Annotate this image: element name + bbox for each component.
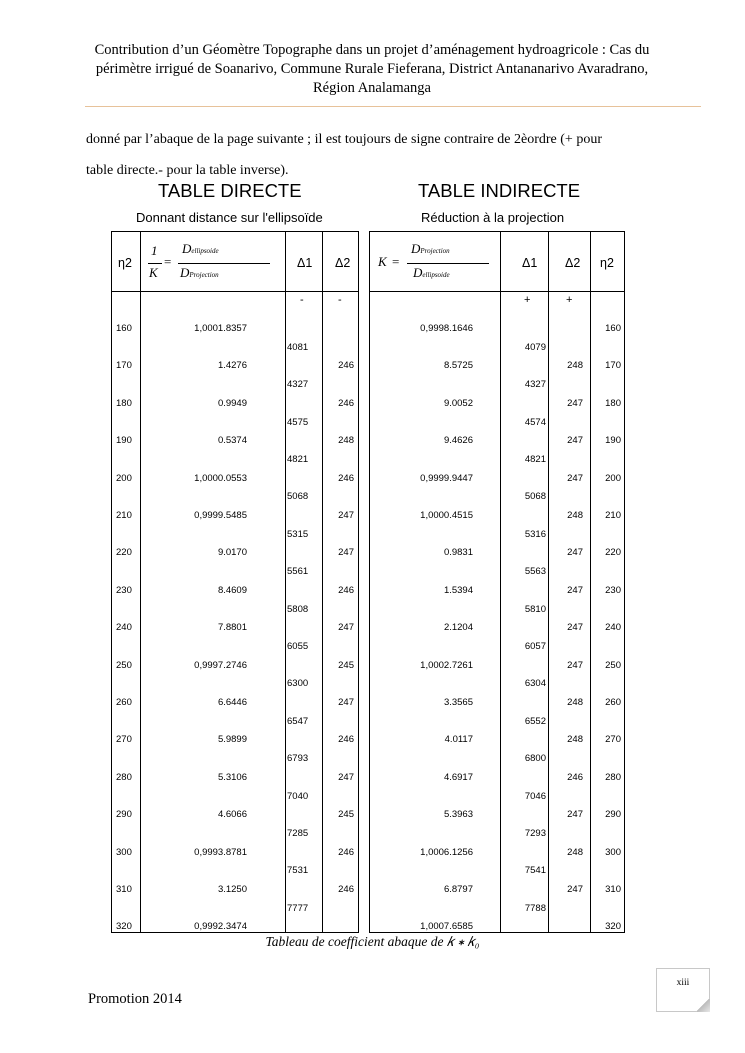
direct-delta1-cell: 7777: [287, 902, 309, 914]
header-line-2: périmètre irrigué de Soanarivo, Commune Rurale Fieferana, District Antananarivo Avaradrano,: [95, 61, 649, 77]
direct-eta-cell: 300: [116, 846, 132, 858]
indirect-formula-den: D: [413, 265, 423, 280]
direct-eta-cell: 240: [116, 622, 132, 634]
direct-formula-den: D: [180, 265, 190, 280]
direct-value-cell: 6.6446: [217, 697, 247, 708]
indirect-value-cell: 4.6917: [443, 771, 473, 783]
direct-delta2-header: Δ2: [335, 256, 351, 270]
indirect-delta2-cell: 247: [567, 584, 583, 596]
indirect-value-cell: 4.0117: [444, 734, 473, 746]
direct-delta1-cell: 5808: [287, 603, 309, 615]
indirect-value-cell: 1,0006.1256: [420, 846, 473, 858]
direct-eta-header: η2: [118, 256, 132, 270]
direct-delta1-cell: 6055: [287, 640, 309, 652]
direct-delta2-cell: 248: [338, 435, 354, 447]
indirect-delta1-cell: 4327: [524, 379, 546, 391]
direct-delta1-cell: 6300: [287, 678, 309, 690]
indirect-value-cell: 6.8797: [443, 884, 473, 895]
indirect-eta-cell: 220: [605, 547, 621, 559]
indirect-eta-cell: 250: [605, 659, 621, 671]
direct-formula-one: 1: [151, 243, 158, 258]
indirect-eta-cell: 240: [605, 622, 621, 634]
direct-eta-cell: 200: [116, 472, 132, 484]
indirect-value-cell: 1,0000.4515: [420, 510, 473, 521]
indirect-eta-cell: 230: [605, 584, 621, 596]
direct-delta1-sign: -: [300, 294, 304, 306]
indirect-eta-cell: 210: [605, 510, 621, 521]
direct-value-cell: 1.4276: [217, 360, 247, 372]
indirect-delta1-cell: 6304: [524, 678, 546, 690]
indirect-delta2-cell: 248: [567, 846, 583, 858]
direct-eta-cell: 220: [116, 547, 132, 559]
indirect-delta1-cell: 4821: [524, 453, 546, 465]
indirect-formula: K = DProjection Dellipsoide: [376, 242, 496, 286]
header-line-3: Région Analamanga: [313, 80, 431, 96]
indirect-table-subtitle: Réduction à la projection: [421, 210, 565, 225]
direct-value-cell: 0.9949: [217, 397, 247, 409]
direct-delta2-cell: 246: [338, 846, 354, 858]
direct-delta2-cell: 246: [338, 884, 354, 895]
direct-delta1-cell: 4821: [287, 453, 309, 465]
indirect-value-cell: 3.3565: [443, 697, 473, 708]
indirect-delta1-cell: 7788: [524, 902, 546, 914]
indirect-eta-cell: 310: [605, 884, 621, 895]
direct-formula-num: D: [182, 241, 192, 256]
indirect-delta2-cell: 248: [567, 360, 583, 372]
direct-formula-den-sub: Projection: [189, 271, 219, 279]
indirect-value-cell: 9.0052: [443, 397, 473, 409]
indirect-delta2-cell: 247: [567, 397, 583, 409]
direct-delta2-cell: 245: [338, 809, 354, 821]
direct-delta1-cell: 5068: [287, 491, 309, 503]
direct-delta1-cell: 6547: [287, 715, 309, 727]
indirect-table: [369, 231, 625, 933]
running-header: [92, 41, 652, 98]
indirect-value-cell: 2.1204: [443, 622, 473, 634]
indirect-delta2-cell: 248: [567, 510, 583, 521]
indirect-eta-cell: 290: [605, 809, 621, 821]
direct-delta1-cell: 6793: [287, 753, 309, 765]
header-divider: [85, 106, 701, 107]
indirect-delta2-cell: 247: [567, 884, 583, 895]
indirect-eta-cell: 270: [605, 734, 621, 746]
indirect-eta-cell: 190: [605, 435, 621, 447]
direct-value-cell: 3.1250: [217, 884, 247, 895]
direct-eta-cell: 170: [116, 360, 132, 372]
direct-value-cell: 0.5374: [217, 435, 247, 447]
direct-value-cell: 0,9993.8781: [194, 846, 247, 858]
direct-delta2-cell: 247: [338, 547, 354, 559]
indirect-delta1-cell: 5810: [524, 603, 546, 615]
page-number: xiii: [676, 978, 690, 988]
direct-formula-num-sub: ellipsoide: [191, 247, 219, 255]
indirect-value-cell: 0.9831: [443, 547, 473, 559]
direct-formula-k: K: [149, 265, 158, 280]
direct-eta-cell: 310: [116, 884, 132, 895]
indirect-delta1-cell: 5068: [524, 491, 546, 503]
direct-delta2-cell: 246: [338, 397, 354, 409]
direct-eta-cell: 290: [116, 809, 132, 821]
direct-delta1-header: Δ1: [297, 256, 313, 270]
direct-value-cell: 0,9999.5485: [194, 510, 247, 521]
indirect-eta-cell: 160: [605, 323, 621, 334]
indirect-value-cell: 1,0007.6585: [420, 921, 473, 933]
direct-delta2-cell: 247: [338, 771, 354, 783]
indirect-value-cell: 0,9999.9447: [420, 472, 473, 484]
direct-value-cell: 1,0001.8357: [194, 323, 247, 334]
direct-eta-cell: 230: [116, 584, 132, 596]
indirect-delta1-header: Δ1: [522, 256, 538, 270]
indirect-delta1-cell: 4574: [524, 416, 546, 428]
indirect-delta2-cell: 247: [567, 472, 583, 484]
indirect-delta1-sign: +: [524, 294, 531, 306]
indirect-formula-k: K: [378, 254, 387, 269]
direct-value-cell: 5.9899: [217, 734, 247, 746]
indirect-value-cell: 1.5394: [443, 584, 473, 596]
direct-value-cell: 0,9997.2746: [194, 659, 247, 671]
indirect-delta1-cell: 4079: [524, 341, 546, 353]
indirect-delta1-cell: 6057: [524, 640, 546, 652]
indirect-formula-num-sub: Projection: [420, 247, 450, 255]
direct-value-cell: 0,9992.3474: [194, 921, 247, 933]
indirect-value-cell: 0,9998.1646: [420, 323, 473, 334]
direct-delta2-cell: 246: [338, 584, 354, 596]
intro-paragraph: [86, 124, 686, 186]
indirect-eta-cell: 260: [605, 697, 621, 708]
direct-table-subtitle: Donnant distance sur l'ellipsoïde: [136, 210, 323, 225]
indirect-table-title: TABLE INDIRECTE: [418, 180, 581, 201]
direct-eta-cell: 260: [116, 697, 132, 708]
direct-eta-cell: 280: [116, 771, 132, 783]
direct-delta2-cell: 246: [338, 472, 354, 484]
direct-delta1-cell: 5561: [287, 566, 309, 578]
direct-eta-cell: 180: [116, 397, 132, 409]
indirect-eta-cell: 280: [605, 771, 621, 783]
direct-eta-cell: 270: [116, 734, 132, 746]
direct-value-cell: 8.4609: [217, 584, 247, 596]
direct-eta-cell: 190: [116, 435, 132, 447]
indirect-delta1-cell: 6552: [524, 715, 546, 727]
direct-delta1-cell: 7040: [287, 790, 309, 802]
indirect-delta2-cell: 248: [567, 697, 583, 708]
direct-value-cell: 9.0170: [217, 547, 247, 559]
direct-delta1-cell: 4575: [287, 416, 309, 428]
direct-value-cell: 7.8801: [217, 622, 247, 634]
header-line-1: Contribution d’un Géomètre Topographe dans un projet d’aménagement hydroagricole : Cas du: [94, 42, 650, 58]
intro-line-2: table directe.- pour la table inverse).: [86, 163, 289, 178]
indirect-eta-header: η2: [600, 256, 614, 270]
indirect-eta-cell: 200: [605, 472, 621, 484]
direct-delta1-cell: 5315: [287, 528, 309, 540]
indirect-eta-cell: 180: [605, 397, 621, 409]
intro-line-1: donné par l’abaque de la page suivante ; il est toujours de signe contraire de 2èordre (+ pour: [86, 132, 602, 147]
direct-value-cell: 1,0000.0553: [194, 472, 247, 484]
footer-promotion: Promotion 2014: [88, 991, 182, 1007]
indirect-value-cell: 1,0002.7261: [420, 659, 473, 671]
direct-table-title: TABLE DIRECTE: [158, 180, 302, 201]
direct-delta1-cell: 7531: [287, 865, 309, 877]
indirect-value-cell: 5.3963: [443, 809, 473, 821]
indirect-delta2-cell: 247: [567, 659, 583, 671]
direct-eta-cell: 250: [116, 659, 132, 671]
indirect-eta-cell: 300: [605, 846, 621, 858]
direct-delta2-cell: 247: [338, 697, 354, 708]
indirect-value-cell: 8.5725: [443, 360, 473, 372]
direct-delta2-sign: -: [338, 294, 342, 306]
indirect-eta-cell: 170: [605, 360, 621, 372]
direct-delta1-cell: 4081: [287, 341, 309, 353]
indirect-delta1-cell: 7541: [524, 865, 546, 877]
direct-delta2-cell: 246: [338, 734, 354, 746]
direct-value-cell: 5.3106: [217, 771, 247, 783]
indirect-delta2-cell: 247: [567, 547, 583, 559]
direct-eta-cell: 210: [116, 510, 132, 521]
table-caption: Tableau de coefficient abaque de 𝑘 ∗ 𝑘₀: [265, 934, 480, 949]
indirect-delta2-cell: 247: [567, 622, 583, 634]
direct-delta2-cell: 245: [338, 659, 354, 671]
direct-eta-cell: 320: [116, 921, 132, 933]
indirect-delta1-cell: 7046: [524, 790, 546, 802]
direct-delta1-cell: 7285: [287, 827, 309, 839]
indirect-delta2-cell: 246: [567, 771, 583, 783]
direct-table: [111, 231, 359, 933]
indirect-delta1-cell: 7293: [524, 827, 546, 839]
indirect-value-cell: 9.4626: [443, 435, 473, 447]
direct-delta1-cell: 4327: [287, 379, 309, 391]
indirect-eta-cell: 320: [605, 921, 621, 933]
page-curl-icon: [696, 998, 710, 1012]
indirect-delta2-cell: 248: [567, 734, 583, 746]
indirect-delta2-header: Δ2: [565, 256, 581, 270]
indirect-formula-den-sub: ellipsoide: [422, 271, 450, 279]
direct-delta2-cell: 247: [338, 510, 354, 521]
direct-delta2-cell: 246: [338, 360, 354, 372]
page-number-box: [656, 968, 710, 1012]
direct-eta-cell: 160: [116, 323, 132, 334]
indirect-delta2-cell: 247: [567, 435, 583, 447]
indirect-delta1-cell: 6800: [524, 753, 546, 765]
indirect-delta1-cell: 5316: [524, 528, 546, 540]
direct-delta2-cell: 247: [338, 622, 354, 634]
indirect-delta2-sign: +: [566, 294, 573, 306]
indirect-delta2-cell: 247: [567, 809, 583, 821]
indirect-formula-num: D: [411, 241, 421, 256]
direct-value-cell: 4.6066: [217, 809, 247, 821]
direct-formula: 1 K = Dellipsoide DProjection: [148, 242, 278, 286]
indirect-delta1-cell: 5563: [524, 566, 546, 578]
